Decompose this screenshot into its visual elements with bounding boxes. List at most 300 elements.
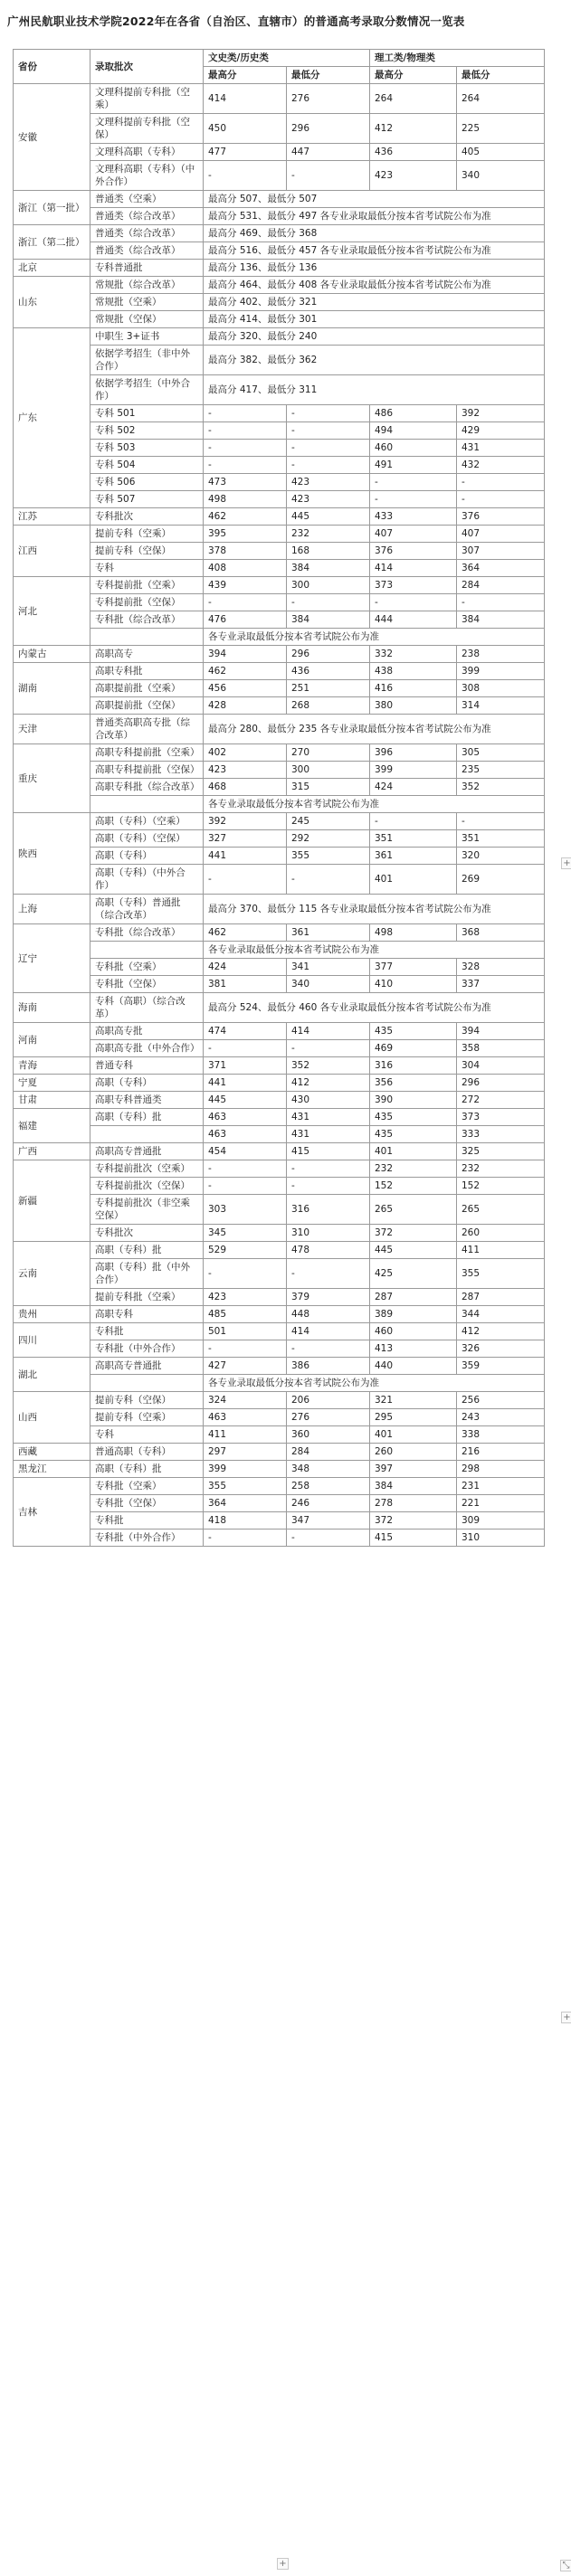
header-arts-max: 最高分 [204, 67, 287, 84]
arts-min-cell: 300 [287, 762, 370, 779]
province-cell: 北京 [14, 260, 90, 277]
sci-min-cell: 340 [457, 161, 545, 191]
table-row [14, 84, 545, 114]
batch-cell: 专科 506 [90, 474, 204, 491]
province-cell: 河北 [14, 577, 90, 646]
table-row [14, 813, 545, 830]
batch-cell: 专科 [90, 1426, 204, 1444]
blank-cell [90, 1375, 204, 1392]
table-row [14, 1409, 545, 1426]
table-row [14, 697, 545, 715]
batch-cell: 常规批（综合改革） [90, 277, 204, 294]
arts-max-cell: 445 [204, 1092, 287, 1109]
arts-max-cell: 424 [204, 959, 287, 976]
batch-cell: 专科 507 [90, 491, 204, 508]
arts-max-cell: - [204, 1530, 287, 1547]
sci-max-cell: 389 [370, 1306, 457, 1323]
batch-cell: 常规批（空乘） [90, 294, 204, 311]
blank-cell [90, 796, 204, 813]
arts-max-cell: - [204, 457, 287, 474]
arts-min-cell: 316 [287, 1195, 370, 1225]
sci-min-cell: 431 [457, 440, 545, 457]
sci-min-cell: - [457, 491, 545, 508]
arts-min-cell: 300 [287, 577, 370, 594]
arts-max-cell: 450 [204, 114, 287, 144]
sci-max-cell: 491 [370, 457, 457, 474]
arts-max-cell: 414 [204, 84, 287, 114]
sci-max-cell: 372 [370, 1225, 457, 1242]
sci-max-cell: 435 [370, 1023, 457, 1040]
batch-cell: 高职专科批 [90, 663, 204, 680]
arts-min-cell: 276 [287, 1409, 370, 1426]
table-row [14, 1392, 545, 1409]
score-note-cell: 最高分 382、最低分 362 [204, 346, 545, 375]
table-row [14, 993, 545, 1023]
arts-min-cell: 445 [287, 508, 370, 526]
province-cell: 海南 [14, 993, 90, 1023]
sci-max-cell: 356 [370, 1075, 457, 1092]
sci-max-cell: 435 [370, 1126, 457, 1143]
table-row [14, 440, 545, 457]
sci-max-cell: 260 [370, 1444, 457, 1461]
header-arts-min: 最低分 [287, 67, 370, 84]
province-cell: 广西 [14, 1143, 90, 1160]
batch-cell: 专科批（空乘） [90, 959, 204, 976]
arts-min-cell: - [287, 1530, 370, 1547]
batch-cell: 高职高专 [90, 646, 204, 663]
score-note-cell: 各专业录取最低分按本省考试院公布为准 [204, 796, 545, 813]
header-arts-group: 文史类/历史类 [204, 50, 370, 67]
arts-max-cell: 411 [204, 1426, 287, 1444]
score-note-cell: 最高分 136、最低分 136 [204, 260, 545, 277]
arts-min-cell: - [287, 422, 370, 440]
arts-max-cell: 439 [204, 577, 287, 594]
batch-cell: 专科批（空保） [90, 976, 204, 993]
table-row [14, 1495, 545, 1512]
batch-cell: 高职专科提前批（空乘） [90, 744, 204, 762]
batch-cell: 专科普通批 [90, 260, 204, 277]
sci-min-cell: 368 [457, 924, 545, 942]
arts-max-cell: 529 [204, 1242, 287, 1259]
province-cell: 上海 [14, 895, 90, 924]
table-row [14, 942, 545, 959]
sci-max-cell: 423 [370, 161, 457, 191]
table-row [14, 1225, 545, 1242]
arts-min-cell: 414 [287, 1023, 370, 1040]
table-row [14, 924, 545, 942]
sci-min-cell: 310 [457, 1530, 545, 1547]
sci-max-cell: 469 [370, 1040, 457, 1057]
table-row [14, 1444, 545, 1461]
batch-cell: 高职专科普通类 [90, 1092, 204, 1109]
sci-min-cell: 364 [457, 560, 545, 577]
table-row [14, 848, 545, 865]
batch-cell: 专科提前批次（空乘） [90, 1160, 204, 1178]
arts-max-cell: 477 [204, 144, 287, 161]
batch-cell: 高职（专科）（中外合作） [90, 865, 204, 895]
batch-cell: 提前专科批（空乘） [90, 1289, 204, 1306]
arts-min-cell: 478 [287, 1242, 370, 1259]
arts-min-cell: 270 [287, 744, 370, 762]
batch-cell: 高职专科批（综合改革） [90, 779, 204, 796]
page-title: 广州民航职业技术学院2022年在各省（自治区、直辖市）的普通高考录取分数情况一览表 [7, 14, 465, 28]
sci-min-cell: 296 [457, 1075, 545, 1092]
table-row [14, 375, 545, 405]
sci-min-cell: 314 [457, 697, 545, 715]
table-row [14, 1512, 545, 1530]
score-note-cell: 最高分 516、最低分 457 各专业录取最低分按本省考试院公布为准 [204, 242, 545, 260]
arts-max-cell: 371 [204, 1057, 287, 1075]
score-note-cell: 最高分 320、最低分 240 [204, 328, 545, 346]
sci-min-cell: 411 [457, 1242, 545, 1259]
arts-max-cell: - [204, 1340, 287, 1358]
arts-max-cell: 462 [204, 663, 287, 680]
sci-min-cell: 407 [457, 526, 545, 543]
sci-min-cell: 351 [457, 830, 545, 848]
sci-min-cell: - [457, 474, 545, 491]
arts-max-cell: 476 [204, 611, 287, 629]
sci-min-cell: 337 [457, 976, 545, 993]
header-province: 省份 [14, 50, 90, 84]
sci-max-cell: 401 [370, 865, 457, 895]
table-row [14, 611, 545, 629]
sci-min-cell: 392 [457, 405, 545, 422]
table-row [14, 225, 545, 242]
arts-max-cell: 463 [204, 1126, 287, 1143]
blank-cell [90, 629, 204, 646]
arts-max-cell: 399 [204, 1461, 287, 1478]
arts-max-cell: 463 [204, 1109, 287, 1126]
arts-min-cell: 284 [287, 1444, 370, 1461]
table-row [14, 508, 545, 526]
arts-min-cell: - [287, 865, 370, 895]
table-row [14, 560, 545, 577]
header-row-1 [14, 50, 545, 67]
batch-cell: 高职提前批（空保） [90, 697, 204, 715]
sci-max-cell: 460 [370, 1323, 457, 1340]
sci-max-cell: 413 [370, 1340, 457, 1358]
arts-max-cell: 501 [204, 1323, 287, 1340]
sci-max-cell: 332 [370, 646, 457, 663]
arts-min-cell: - [287, 594, 370, 611]
table-row [14, 744, 545, 762]
table-row [14, 796, 545, 813]
batch-cell: 专科批（综合改革） [90, 611, 204, 629]
arts-min-cell: 347 [287, 1512, 370, 1530]
table-row [14, 422, 545, 440]
sci-min-cell: 338 [457, 1426, 545, 1444]
batch-cell: 专科批次 [90, 508, 204, 526]
sci-max-cell: 152 [370, 1178, 457, 1195]
table-row [14, 646, 545, 663]
batch-cell: 普通专科 [90, 1057, 204, 1075]
arts-max-cell: 462 [204, 508, 287, 526]
sci-max-cell: 498 [370, 924, 457, 942]
table-row [14, 1289, 545, 1306]
sci-max-cell: 444 [370, 611, 457, 629]
arts-max-cell: - [204, 1160, 287, 1178]
table-row [14, 242, 545, 260]
sci-max-cell: 264 [370, 84, 457, 114]
arts-max-cell: 297 [204, 1444, 287, 1461]
table-row [14, 1306, 545, 1323]
blank-cell [90, 942, 204, 959]
table-row [14, 762, 545, 779]
score-note-cell: 最高分 402、最低分 321 [204, 294, 545, 311]
table-row [14, 594, 545, 611]
sci-min-cell: 152 [457, 1178, 545, 1195]
province-cell: 江苏 [14, 508, 90, 526]
batch-cell: 专科提前批（空保） [90, 594, 204, 611]
batch-cell: 依据学考招生（中外合作） [90, 375, 204, 405]
header-sci-min: 最低分 [457, 67, 545, 84]
table-row [14, 328, 545, 346]
arts-max-cell: 423 [204, 762, 287, 779]
batch-cell: 专科（高职）（综合改革） [90, 993, 204, 1023]
table-row [14, 1092, 545, 1109]
sci-min-cell: 333 [457, 1126, 545, 1143]
arts-min-cell: 258 [287, 1478, 370, 1495]
batch-cell: 专科批次 [90, 1225, 204, 1242]
batch-cell: 专科批 [90, 1323, 204, 1340]
table-row [14, 543, 545, 560]
province-cell: 青海 [14, 1057, 90, 1075]
score-note-cell: 最高分 417、最低分 311 [204, 375, 545, 405]
batch-cell: 依据学考招生（非中外合作） [90, 346, 204, 375]
arts-min-cell: 447 [287, 144, 370, 161]
province-cell: 辽宁 [14, 924, 90, 993]
arts-min-cell: 436 [287, 663, 370, 680]
arts-max-cell: - [204, 865, 287, 895]
batch-cell: 专科 [90, 560, 204, 577]
batch-cell: 高职高专普通批 [90, 1358, 204, 1375]
arts-max-cell: 474 [204, 1023, 287, 1040]
arts-min-cell: 448 [287, 1306, 370, 1323]
table-row [14, 1109, 545, 1126]
arts-min-cell: 168 [287, 543, 370, 560]
arts-min-cell: 268 [287, 697, 370, 715]
table-row [14, 526, 545, 543]
sci-max-cell: 401 [370, 1426, 457, 1444]
arts-min-cell: 276 [287, 84, 370, 114]
batch-cell: 专科 502 [90, 422, 204, 440]
arts-max-cell: 473 [204, 474, 287, 491]
batch-cell: 高职专科提前批（空保） [90, 762, 204, 779]
sci-min-cell: 284 [457, 577, 545, 594]
arts-min-cell: 384 [287, 560, 370, 577]
sci-max-cell: 438 [370, 663, 457, 680]
sci-min-cell: 305 [457, 744, 545, 762]
batch-cell [90, 1126, 204, 1143]
arts-min-cell: 361 [287, 924, 370, 942]
arts-min-cell: 384 [287, 611, 370, 629]
batch-cell: 高职（专科）批 [90, 1461, 204, 1478]
province-cell: 黑龙江 [14, 1461, 90, 1478]
batch-cell: 中职生 3+证书 [90, 328, 204, 346]
sci-min-cell: - [457, 594, 545, 611]
province-cell: 湖北 [14, 1358, 90, 1392]
expand-icon[interactable]: + [561, 857, 571, 869]
sci-min-cell: 394 [457, 1023, 545, 1040]
province-cell: 甘肃 [14, 1092, 90, 1109]
arts-min-cell: 315 [287, 779, 370, 796]
table-row [14, 865, 545, 895]
province-cell: 贵州 [14, 1306, 90, 1323]
sci-min-cell: 216 [457, 1444, 545, 1461]
score-note-cell: 最高分 370、最低分 115 各专业录取最低分按本省考试院公布为准 [204, 895, 545, 924]
arts-min-cell: 232 [287, 526, 370, 543]
arts-min-cell: - [287, 1040, 370, 1057]
score-note-cell: 各专业录取最低分按本省考试院公布为准 [204, 942, 545, 959]
batch-cell: 专科批（中外合作） [90, 1340, 204, 1358]
batch-cell: 专科批（空保） [90, 1495, 204, 1512]
sci-min-cell: 320 [457, 848, 545, 865]
table-row [14, 260, 545, 277]
sci-min-cell: 269 [457, 865, 545, 895]
batch-cell: 高职（专科） [90, 848, 204, 865]
arts-min-cell: 310 [287, 1225, 370, 1242]
batch-cell: 文理科提前专科批（空乘） [90, 84, 204, 114]
sci-min-cell: 405 [457, 144, 545, 161]
arts-max-cell: - [204, 1259, 287, 1289]
table-row [14, 491, 545, 508]
sci-max-cell: 373 [370, 577, 457, 594]
table-row [14, 1178, 545, 1195]
table-row [14, 191, 545, 208]
sci-max-cell: 436 [370, 144, 457, 161]
sci-min-cell: 287 [457, 1289, 545, 1306]
table-row [14, 144, 545, 161]
table-row [14, 1160, 545, 1178]
arts-max-cell: 441 [204, 1075, 287, 1092]
sci-min-cell: 235 [457, 762, 545, 779]
arts-max-cell: 428 [204, 697, 287, 715]
batch-cell: 高职（专科）批 [90, 1242, 204, 1259]
arts-min-cell: - [287, 440, 370, 457]
sci-max-cell: 376 [370, 543, 457, 560]
arts-min-cell: 246 [287, 1495, 370, 1512]
province-cell: 江西 [14, 526, 90, 577]
arts-max-cell: 364 [204, 1495, 287, 1512]
sci-min-cell: 256 [457, 1392, 545, 1409]
arts-min-cell: 348 [287, 1461, 370, 1478]
arts-max-cell: 327 [204, 830, 287, 848]
batch-cell: 高职（专科）（空乘） [90, 813, 204, 830]
arts-min-cell: 340 [287, 976, 370, 993]
batch-cell: 专科批（中外合作） [90, 1530, 204, 1547]
batch-cell: 高职（专科）（空保） [90, 830, 204, 848]
table-row [14, 1340, 545, 1358]
batch-cell: 高职高专普通批 [90, 1143, 204, 1160]
batch-cell: 专科批 [90, 1512, 204, 1530]
arts-max-cell: - [204, 405, 287, 422]
sci-max-cell: 414 [370, 560, 457, 577]
table-row [14, 294, 545, 311]
arts-max-cell: - [204, 594, 287, 611]
sci-min-cell: 355 [457, 1259, 545, 1289]
arts-max-cell: 456 [204, 680, 287, 697]
sci-max-cell: - [370, 813, 457, 830]
province-cell: 浙江（第一批） [14, 191, 90, 225]
province-cell: 山西 [14, 1392, 90, 1444]
table-row [14, 474, 545, 491]
arts-min-cell: 414 [287, 1323, 370, 1340]
table-row [14, 1126, 545, 1143]
batch-cell: 专科批（综合改革） [90, 924, 204, 942]
sci-max-cell: 401 [370, 1143, 457, 1160]
score-note-cell: 各专业录取最低分按本省考试院公布为准 [204, 629, 545, 646]
sci-min-cell: 432 [457, 457, 545, 474]
sci-min-cell: - [457, 813, 545, 830]
table-row [14, 715, 545, 744]
sci-min-cell: 265 [457, 1195, 545, 1225]
sci-max-cell: 396 [370, 744, 457, 762]
arts-min-cell: 423 [287, 491, 370, 508]
province-cell: 山东 [14, 277, 90, 328]
arts-max-cell: 468 [204, 779, 287, 796]
table-row [14, 346, 545, 375]
province-cell: 湖南 [14, 663, 90, 715]
table-row [14, 1195, 545, 1225]
province-cell: 宁夏 [14, 1075, 90, 1092]
table-row [14, 1023, 545, 1040]
batch-cell: 专科批（空乘） [90, 1478, 204, 1495]
batch-cell: 高职提前批（空乘） [90, 680, 204, 697]
arts-max-cell: 378 [204, 543, 287, 560]
batch-cell: 高职（专科）批 [90, 1109, 204, 1126]
arts-min-cell: 292 [287, 830, 370, 848]
sci-min-cell: 221 [457, 1495, 545, 1512]
table-row [14, 1358, 545, 1375]
sci-min-cell: 325 [457, 1143, 545, 1160]
province-cell: 重庆 [14, 744, 90, 813]
sci-max-cell: 410 [370, 976, 457, 993]
table-row [14, 680, 545, 697]
arts-max-cell: 355 [204, 1478, 287, 1495]
score-note-cell: 最高分 414、最低分 301 [204, 311, 545, 328]
sci-min-cell: 328 [457, 959, 545, 976]
sci-min-cell: 373 [457, 1109, 545, 1126]
province-cell: 安徽 [14, 84, 90, 191]
arts-max-cell: 485 [204, 1306, 287, 1323]
expand-icon[interactable]: + [561, 2012, 571, 2023]
province-cell: 吉林 [14, 1478, 90, 1547]
sci-min-cell: 429 [457, 422, 545, 440]
arts-max-cell: 395 [204, 526, 287, 543]
resize-handle-icon[interactable]: ⤡ [560, 2560, 571, 2571]
arts-min-cell: - [287, 1340, 370, 1358]
batch-cell: 专科提前批次（空保） [90, 1178, 204, 1195]
table-row [14, 663, 545, 680]
batch-cell: 高职（专科）批（中外合作） [90, 1259, 204, 1289]
add-row-icon[interactable]: + [277, 2558, 289, 2570]
table-row [14, 208, 545, 225]
sci-min-cell: 384 [457, 611, 545, 629]
batch-cell: 文理科提前专科批（空保） [90, 114, 204, 144]
sci-max-cell: 265 [370, 1195, 457, 1225]
table-row [14, 277, 545, 294]
sci-max-cell: 425 [370, 1259, 457, 1289]
sci-max-cell: - [370, 594, 457, 611]
arts-min-cell: - [287, 1160, 370, 1178]
arts-max-cell: - [204, 1040, 287, 1057]
table-row [14, 311, 545, 328]
sci-min-cell: 232 [457, 1160, 545, 1178]
table-row [14, 1242, 545, 1259]
sci-max-cell: 321 [370, 1392, 457, 1409]
province-cell: 福建 [14, 1109, 90, 1143]
province-cell: 内蒙古 [14, 646, 90, 663]
